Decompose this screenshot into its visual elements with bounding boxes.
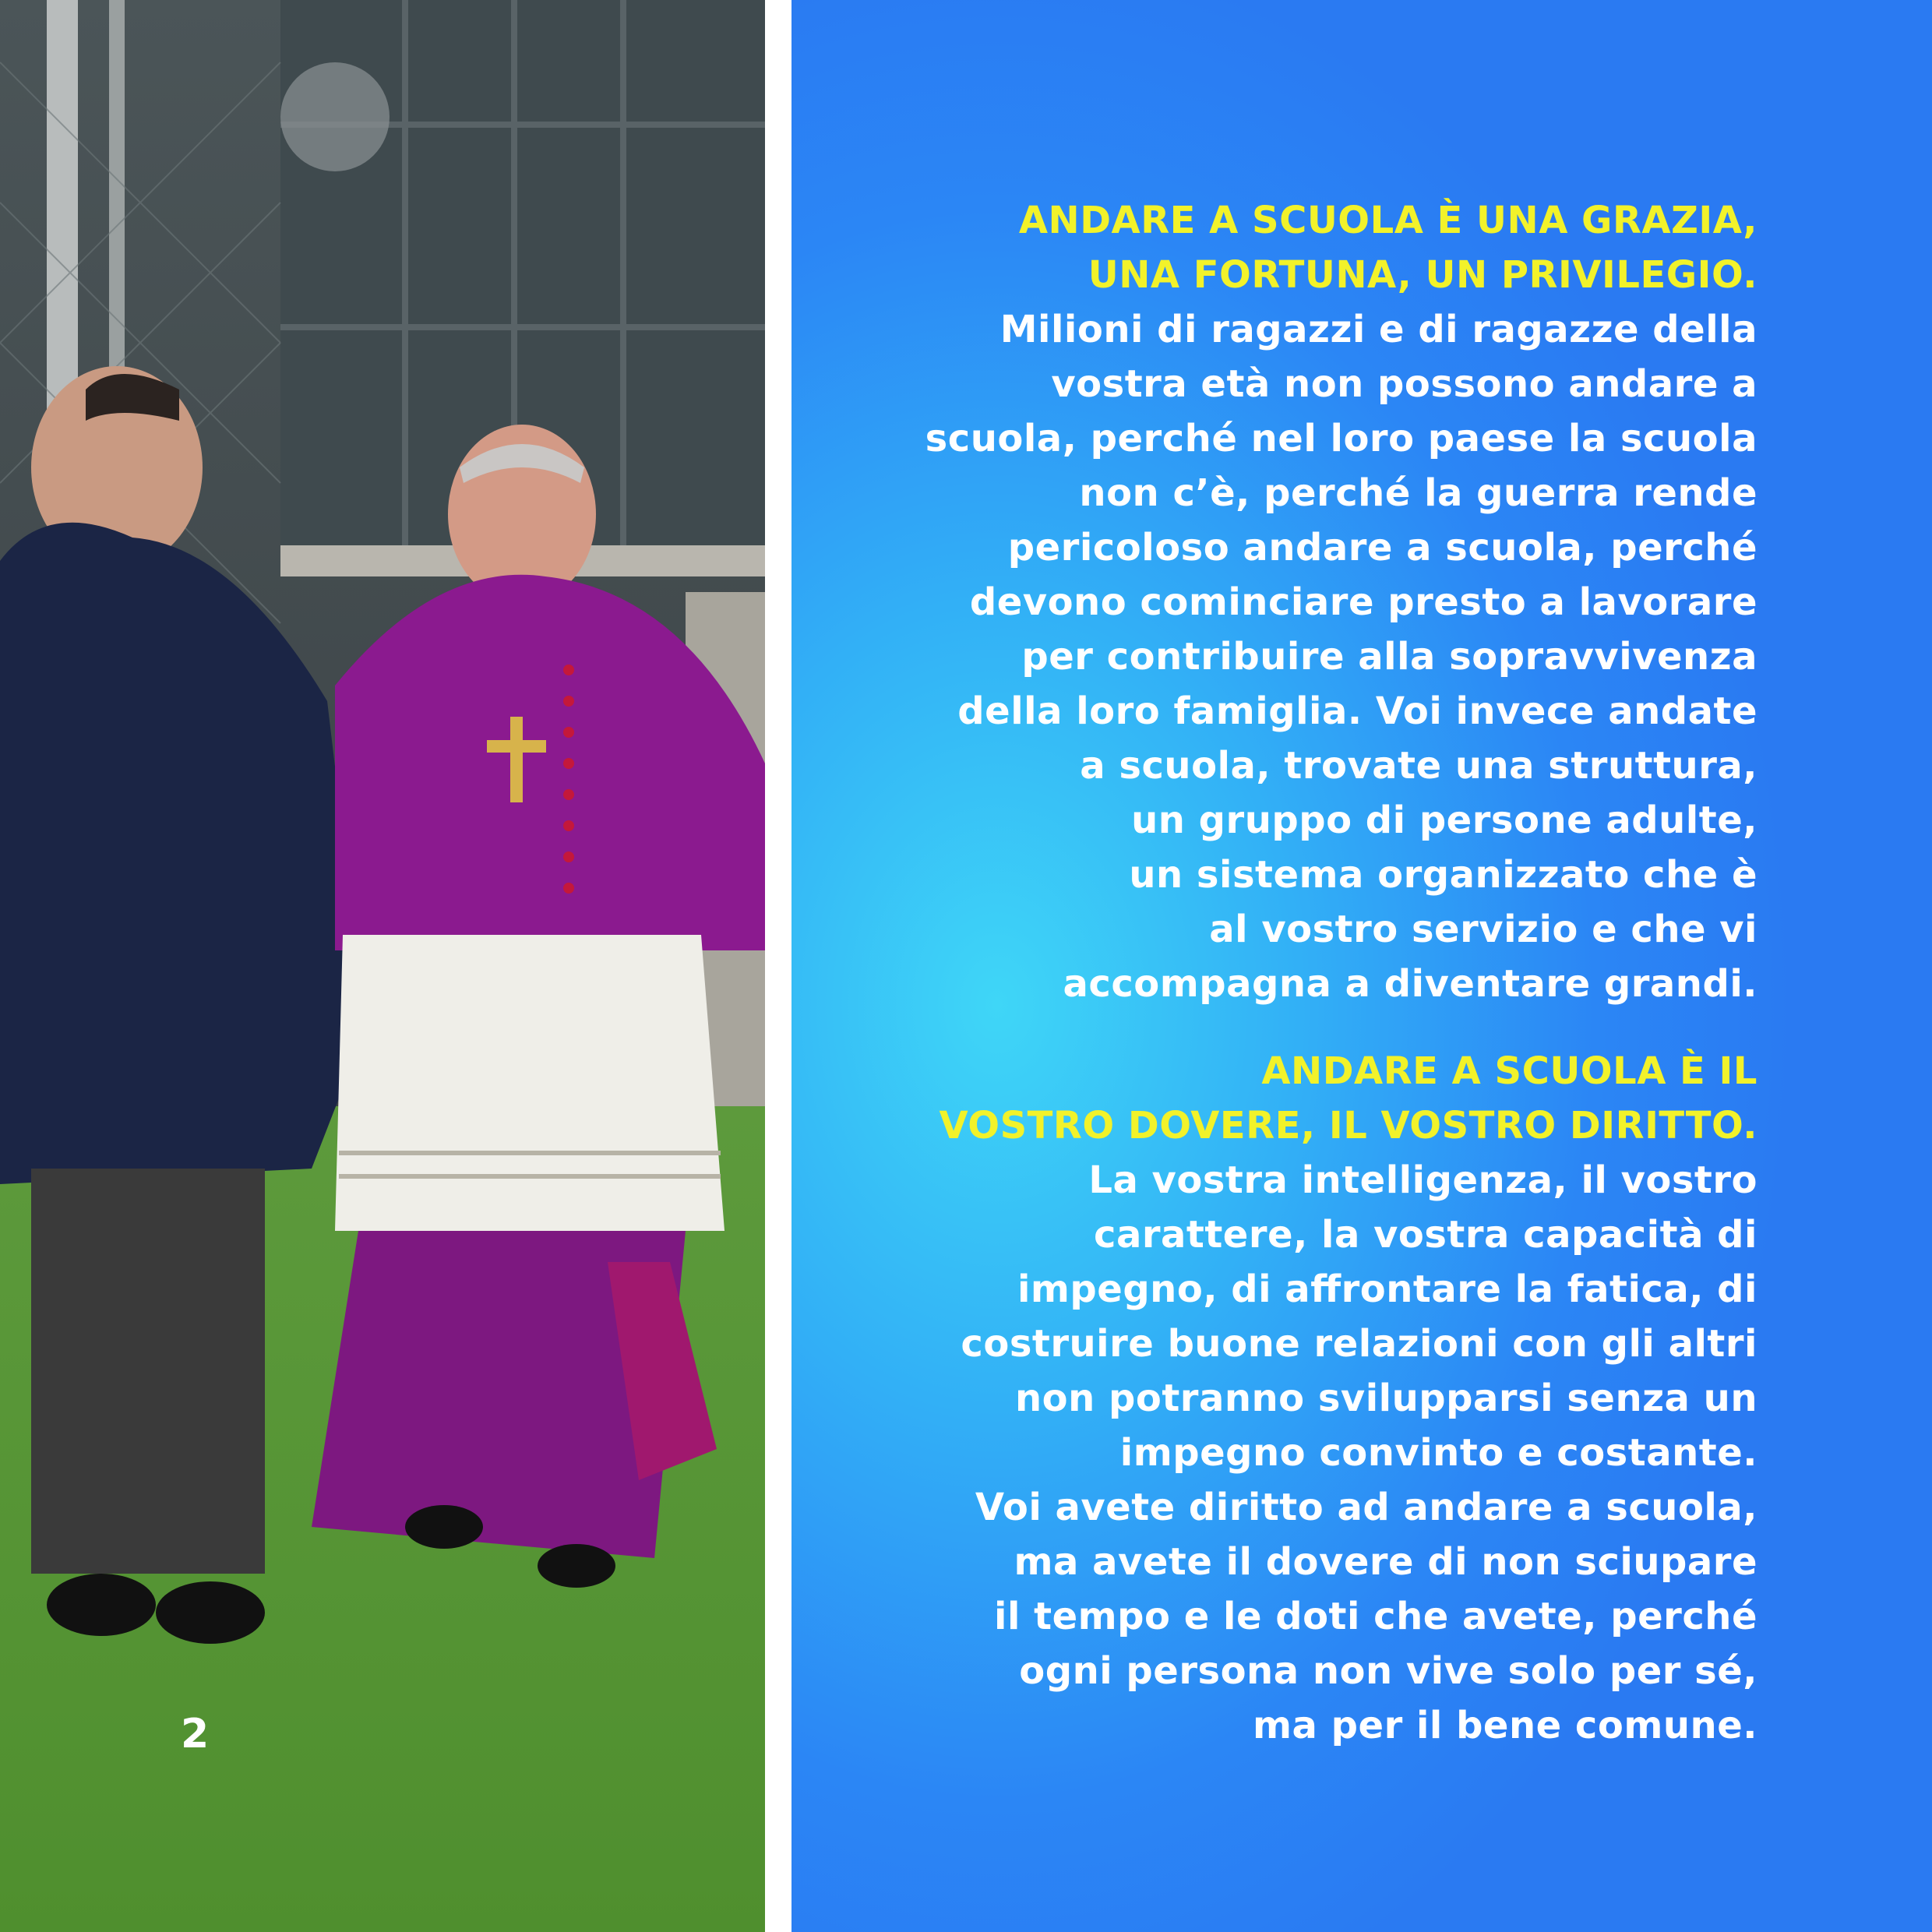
body-line: costruire buone relazioni con gli altri — [961, 1322, 1757, 1366]
body-line: vostra età non possono andare a — [1051, 362, 1757, 406]
body-line: carattere, la vostra capacità di — [1094, 1213, 1757, 1257]
text-block — [823, 193, 1757, 1753]
body-line: impegno convinto e costante. — [1119, 1431, 1757, 1475]
section-spacer — [823, 1011, 1757, 1044]
body-line: ma avete il dovere di non sciupare — [1014, 1540, 1757, 1584]
body-line: Milioni di ragazzi e di ragazze della — [999, 308, 1757, 351]
body-line: La vostra intelligenza, il vostro — [1088, 1158, 1757, 1202]
section2-heading — [823, 1044, 1757, 1153]
body-line: devono cominciare presto a lavorare — [969, 580, 1757, 624]
page-number: 2 — [181, 1711, 210, 1757]
body-line: Voi avete diritto ad andare a scuola, — [975, 1486, 1757, 1529]
photo-illustration — [0, 0, 765, 1932]
body-line: scuola, perché nel loro paese la scuola — [925, 417, 1757, 460]
heading-line: ANDARE A SCUOLA È UNA GRAZIA, — [1018, 199, 1757, 242]
body-line: impegno, di aﬀrontare la fatica, di — [1017, 1267, 1757, 1311]
text-panel — [791, 0, 1932, 1932]
body-line: della loro famiglia. Voi invece andate — [957, 689, 1757, 733]
heading-line: VOSTRO DOVERE, IL VOSTRO DIRITTO. — [939, 1104, 1757, 1148]
photo-panel — [0, 0, 765, 1932]
heading-line: ANDARE A SCUOLA È IL — [1261, 1049, 1757, 1093]
body-line: un gruppo di persone adulte, — [1131, 799, 1757, 842]
body-line: il tempo e le doti che avete, perché — [994, 1595, 1757, 1638]
body-line: pericoloso andare a scuola, perché — [1007, 526, 1757, 569]
body-line: a scuola, trovate una struttura, — [1080, 744, 1757, 788]
body-line: un sistema organizzato che è — [1129, 853, 1757, 897]
page-gutter — [765, 0, 791, 1932]
section1-heading — [823, 193, 1757, 302]
heading-line: UNA FORTUNA, UN PRIVILEGIO. — [1088, 253, 1757, 297]
body-line: ma per il bene comune. — [1253, 1704, 1757, 1747]
body-line: ogni persona non vive solo per sé, — [1019, 1649, 1757, 1693]
body-line: accompagna a diventare grandi. — [1063, 962, 1757, 1006]
section1-paragraph — [823, 302, 1757, 1011]
body-line: non potranno svilupparsi senza un — [1014, 1377, 1757, 1420]
body-line: per contribuire alla sopravvivenza — [1021, 635, 1757, 679]
section2-paragraph — [823, 1153, 1757, 1753]
body-line: non c’è, perché la guerra rende — [1079, 471, 1757, 515]
body-line: al vostro servizio e che vi — [1209, 908, 1757, 951]
